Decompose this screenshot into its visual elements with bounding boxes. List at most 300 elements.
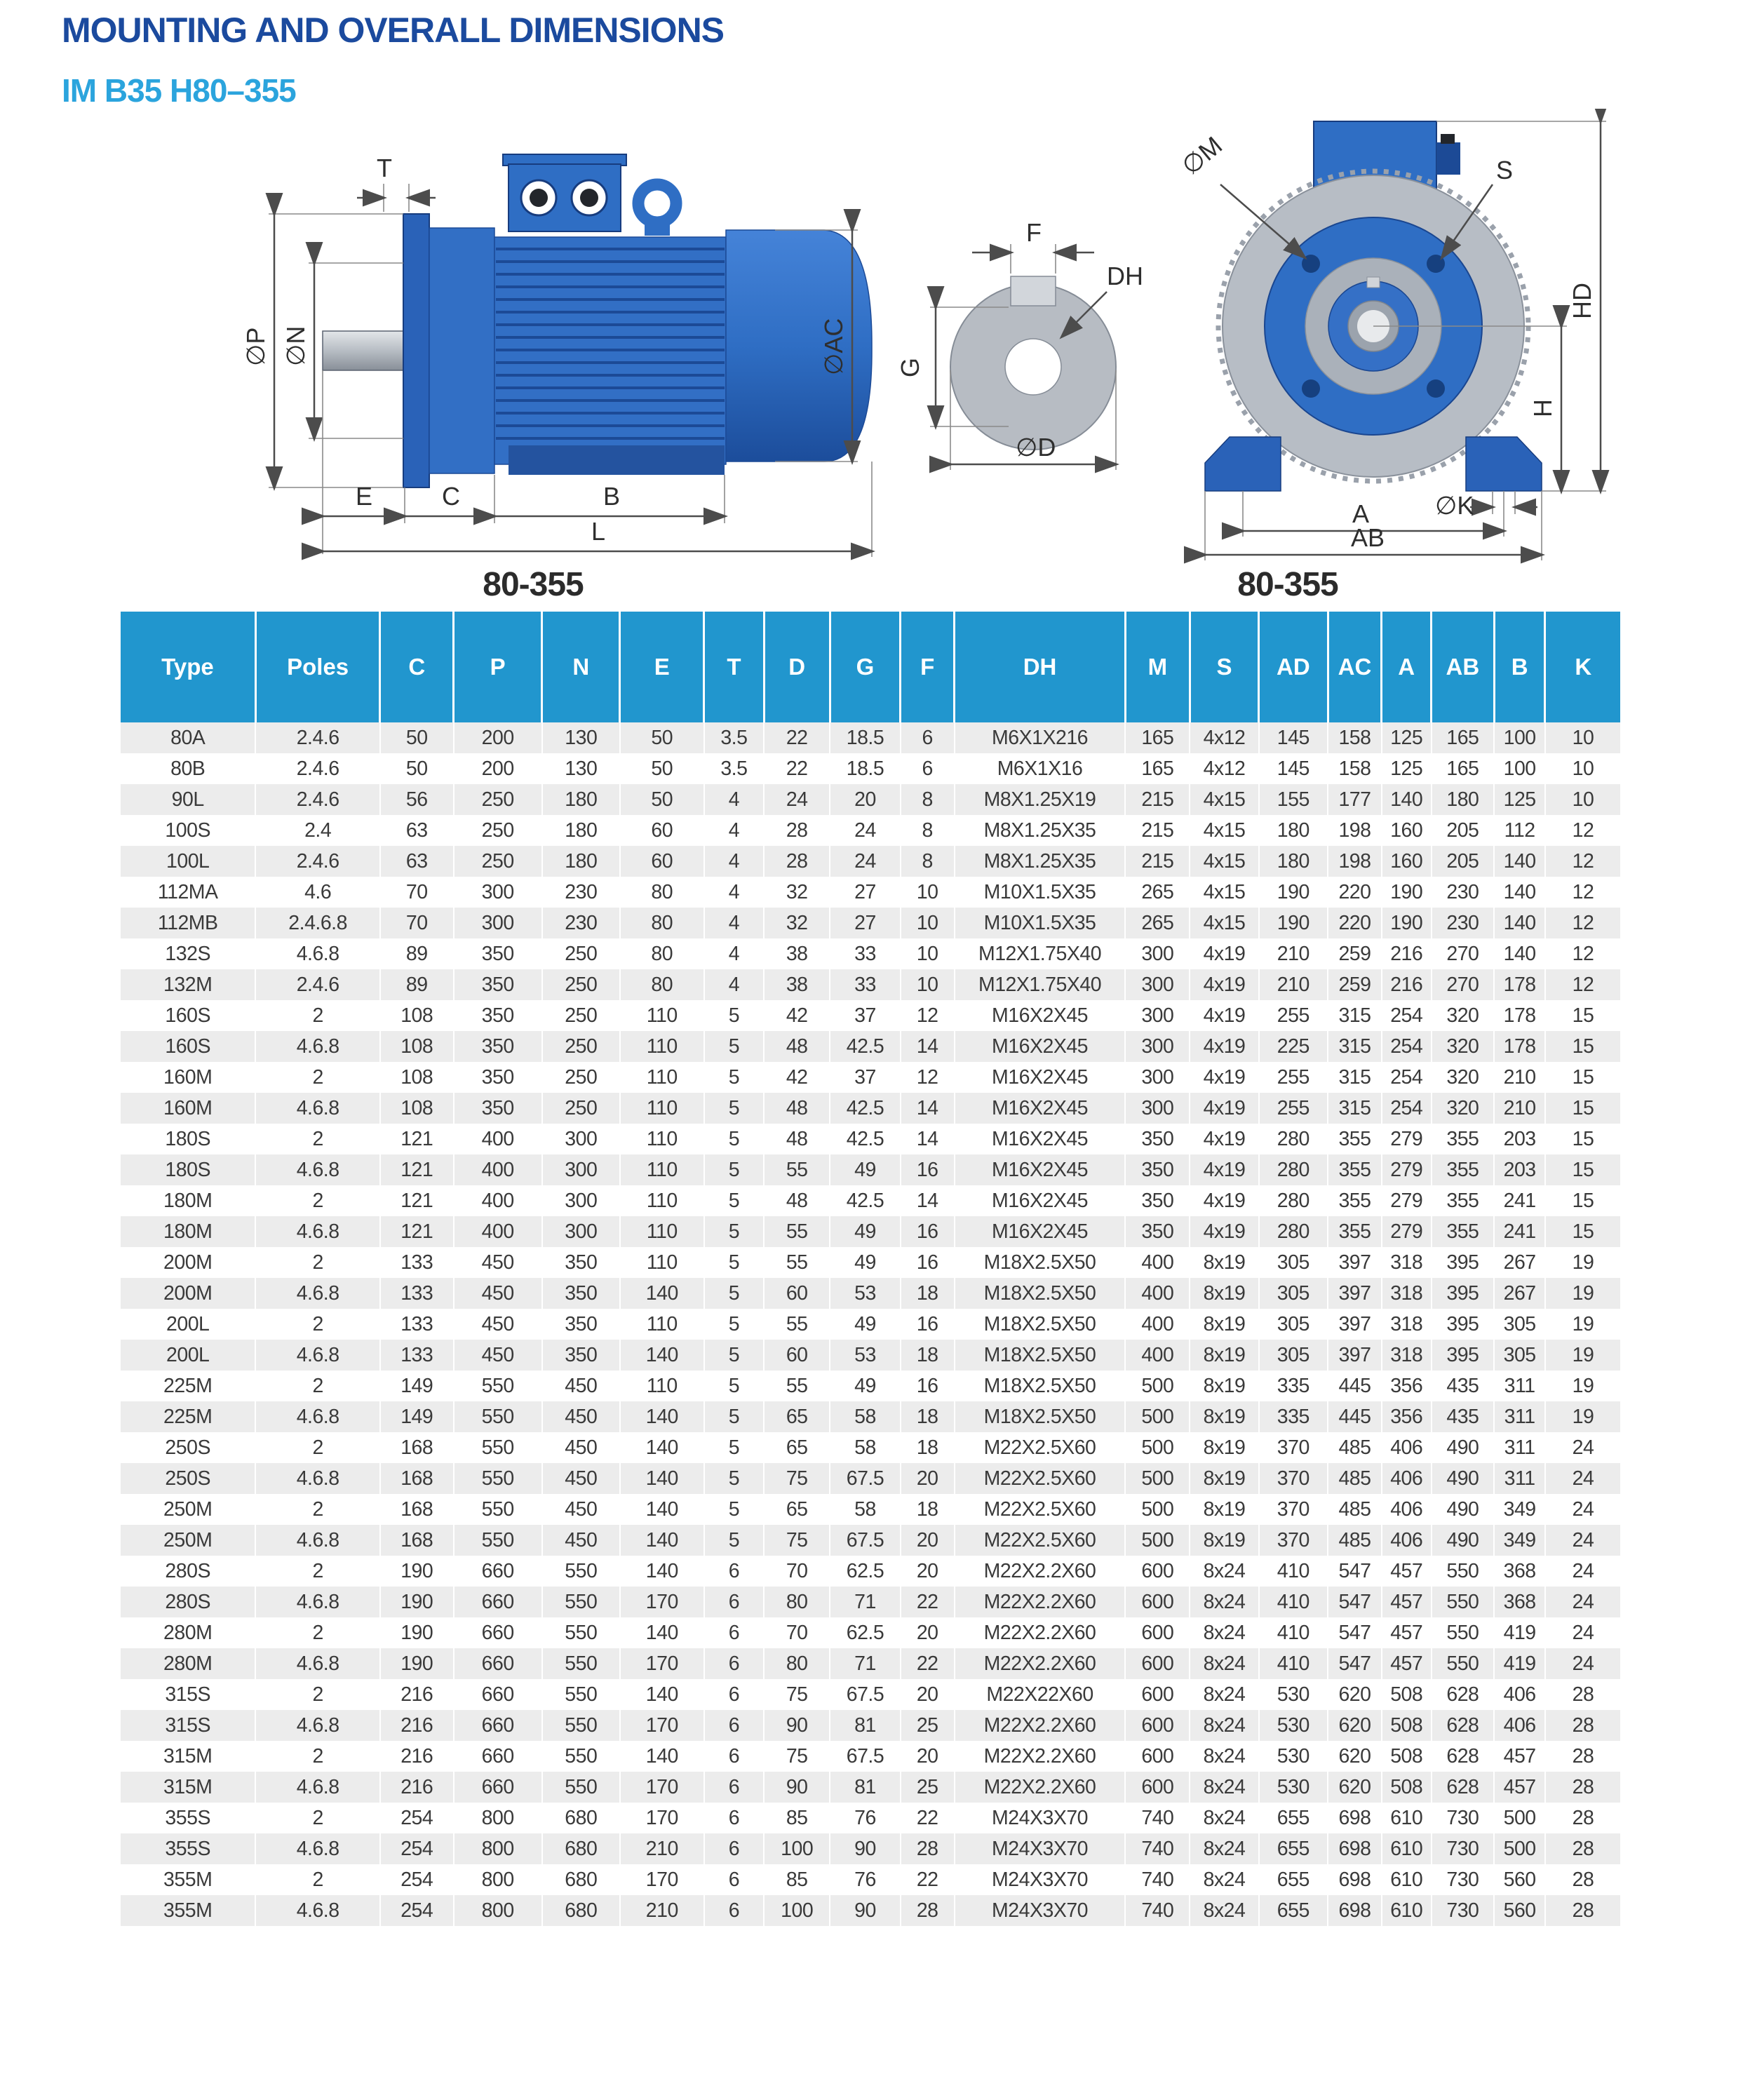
table-cell: 550 — [454, 1463, 542, 1494]
table-cell: 168 — [380, 1432, 454, 1463]
table-cell: 254 — [1382, 1000, 1432, 1031]
table-cell: 8x19 — [1190, 1494, 1258, 1525]
table-cell: 300 — [1125, 1031, 1190, 1062]
table-cell: 18.5 — [830, 753, 900, 784]
table-cell: 350 — [454, 1031, 542, 1062]
table-cell: 508 — [1382, 1741, 1432, 1772]
column-header-dh: DH — [955, 612, 1126, 722]
table-cell: 318 — [1382, 1278, 1432, 1309]
table-cell: 4.6.8 — [255, 1833, 379, 1864]
table-cell: 149 — [380, 1371, 454, 1401]
table-cell: 65 — [764, 1401, 830, 1432]
table-cell: 15 — [1545, 1154, 1620, 1185]
table-cell: 241 — [1494, 1216, 1545, 1247]
table-cell: 4.6.8 — [255, 938, 379, 969]
table-cell: M18X2.5X50 — [955, 1401, 1126, 1432]
table-cell: 6 — [901, 753, 955, 784]
table-cell: 5 — [704, 1401, 765, 1432]
table-cell: 50 — [620, 784, 704, 815]
side-view-caption: 80-355 — [483, 566, 584, 603]
table-cell: 75 — [764, 1741, 830, 1772]
front-view-caption: 80-355 — [1237, 566, 1338, 603]
table-cell: 145 — [1259, 722, 1328, 753]
table-cell: 49 — [830, 1216, 900, 1247]
table-cell: 370 — [1259, 1525, 1328, 1556]
table-cell: 350 — [454, 1062, 542, 1093]
table-cell: 698 — [1328, 1895, 1382, 1926]
table-cell: 110 — [620, 1371, 704, 1401]
table-cell: M6X1X216 — [955, 722, 1126, 753]
table-cell: M16X2X45 — [955, 1124, 1126, 1154]
table-cell: 6 — [704, 1803, 765, 1833]
table-cell: 100 — [1494, 722, 1545, 753]
table-cell: 265 — [1125, 908, 1190, 938]
table-cell: 800 — [454, 1895, 542, 1926]
table-row — [121, 1309, 1620, 1340]
table-cell: 15 — [1545, 1185, 1620, 1216]
table-cell: 4.6 — [255, 877, 379, 908]
table-cell: 5 — [704, 1432, 765, 1463]
table-cell: 335 — [1259, 1371, 1328, 1401]
table-cell: 200 — [454, 753, 542, 784]
table-cell: 165 — [1432, 753, 1495, 784]
table-cell: M22X2.2X60 — [955, 1648, 1126, 1679]
table-cell: 250M — [121, 1494, 255, 1525]
dim-label-G: G — [896, 357, 924, 377]
table-cell: 300 — [454, 877, 542, 908]
table-cell: 20 — [901, 1741, 955, 1772]
table-cell: 190 — [1382, 908, 1432, 938]
table-cell: 149 — [380, 1401, 454, 1432]
table-cell: 38 — [764, 938, 830, 969]
table-row — [121, 1525, 1620, 1556]
table-cell: 42.5 — [830, 1124, 900, 1154]
table-cell: 10 — [1545, 753, 1620, 784]
table-cell: 16 — [901, 1371, 955, 1401]
column-header-d: D — [764, 612, 830, 722]
table-cell: 547 — [1328, 1587, 1382, 1617]
table-cell: 4x19 — [1190, 1154, 1258, 1185]
table-cell: 140 — [1494, 846, 1545, 877]
table-cell: 230 — [542, 908, 620, 938]
table-cell: 4x15 — [1190, 784, 1258, 815]
table-cell: 220 — [1328, 908, 1382, 938]
table-cell: 85 — [764, 1864, 830, 1895]
table-cell: 24 — [1545, 1587, 1620, 1617]
dim-label-AB: AB — [1351, 523, 1385, 552]
table-cell: 485 — [1328, 1432, 1382, 1463]
table-cell: 350 — [454, 938, 542, 969]
table-cell: 508 — [1382, 1679, 1432, 1710]
table-cell: 311 — [1494, 1432, 1545, 1463]
table-cell: M18X2.5X50 — [955, 1340, 1126, 1371]
table-cell: 55 — [764, 1247, 830, 1278]
table-cell: 265 — [1125, 877, 1190, 908]
table-cell: 315S — [121, 1679, 255, 1710]
table-cell: 180 — [1259, 846, 1328, 877]
table-cell: M16X2X45 — [955, 1093, 1126, 1124]
table-cell: 90 — [830, 1895, 900, 1926]
dim-F — [972, 218, 1094, 274]
table-row — [121, 1679, 1620, 1710]
table-cell: 140 — [620, 1679, 704, 1710]
table-cell: 457 — [1382, 1556, 1432, 1587]
table-cell: 550 — [454, 1494, 542, 1525]
table-cell: M22X2.2X60 — [955, 1741, 1126, 1772]
table-cell: 180M — [121, 1216, 255, 1247]
table-cell: 550 — [454, 1401, 542, 1432]
table-cell: 320 — [1432, 1062, 1495, 1093]
table-cell: 350 — [542, 1278, 620, 1309]
table-cell: 355S — [121, 1833, 255, 1864]
table-cell: 19 — [1545, 1371, 1620, 1401]
table-cell: 400 — [1125, 1278, 1190, 1309]
table-cell: 15 — [1545, 1124, 1620, 1154]
table-cell: 410 — [1259, 1648, 1328, 1679]
table-cell: 550 — [1432, 1556, 1495, 1587]
table-cell: 108 — [380, 1062, 454, 1093]
table-cell: M16X2X45 — [955, 1062, 1126, 1093]
table-cell: 730 — [1432, 1864, 1495, 1895]
table-cell: M22X2.2X60 — [955, 1556, 1126, 1587]
table-cell: 2 — [255, 1494, 379, 1525]
table-cell: 12 — [901, 1000, 955, 1031]
table-cell: 550 — [542, 1679, 620, 1710]
table-cell: 300 — [542, 1124, 620, 1154]
table-cell: 8 — [901, 846, 955, 877]
table-cell: 210 — [1259, 969, 1328, 1000]
table-cell: 355M — [121, 1864, 255, 1895]
table-cell: 500 — [1494, 1803, 1545, 1833]
table-cell: 200M — [121, 1247, 255, 1278]
table-cell: 60 — [764, 1278, 830, 1309]
column-header-p: P — [454, 612, 542, 722]
table-cell: 140 — [620, 1340, 704, 1371]
table-cell: 215 — [1125, 784, 1190, 815]
table-cell: 100L — [121, 846, 255, 877]
table-cell: 5 — [704, 1340, 765, 1371]
table-cell: 3.5 — [704, 722, 765, 753]
table-cell: 620 — [1328, 1772, 1382, 1803]
table-cell: 50 — [380, 753, 454, 784]
table-cell: 33 — [830, 969, 900, 1000]
table-cell: 5 — [704, 1031, 765, 1062]
table-cell: 279 — [1382, 1124, 1432, 1154]
table-cell: 71 — [830, 1648, 900, 1679]
table-cell: 19 — [1545, 1278, 1620, 1309]
table-cell: 5 — [704, 1463, 765, 1494]
table-cell: 24 — [1545, 1648, 1620, 1679]
table-cell: 28 — [1545, 1710, 1620, 1741]
table-cell: M16X2X45 — [955, 1031, 1126, 1062]
table-cell: 203 — [1494, 1124, 1545, 1154]
table-cell: 4.6.8 — [255, 1710, 379, 1741]
table-cell: 8x24 — [1190, 1710, 1258, 1741]
table-cell: 65 — [764, 1494, 830, 1525]
table-row — [121, 1741, 1620, 1772]
table-row — [121, 1062, 1620, 1093]
table-cell: 550 — [542, 1587, 620, 1617]
table-cell: 259 — [1328, 938, 1382, 969]
table-cell: 6 — [704, 1895, 765, 1926]
table-cell: 490 — [1432, 1525, 1495, 1556]
column-header-k: K — [1545, 612, 1620, 722]
dimensions-table — [121, 612, 1620, 1926]
table-cell: 112 — [1494, 815, 1545, 846]
table-cell: 450 — [542, 1401, 620, 1432]
table-cell: 655 — [1259, 1864, 1328, 1895]
table-cell: 24 — [1545, 1494, 1620, 1525]
table-cell: 660 — [454, 1710, 542, 1741]
table-cell: 12 — [1545, 908, 1620, 938]
table-cell: 8x19 — [1190, 1340, 1258, 1371]
table-cell: 133 — [380, 1340, 454, 1371]
table-cell: 280M — [121, 1617, 255, 1648]
table-cell: 20 — [901, 1679, 955, 1710]
table-cell: 168 — [380, 1463, 454, 1494]
table-cell: 42.5 — [830, 1093, 900, 1124]
table-cell: 500 — [1125, 1432, 1190, 1463]
table-cell: 628 — [1432, 1741, 1495, 1772]
table-cell: 28 — [1545, 1895, 1620, 1926]
table-cell: 5 — [704, 1371, 765, 1401]
table-cell: 89 — [380, 969, 454, 1000]
table-row — [121, 1401, 1620, 1432]
table-cell: 2.4.6 — [255, 784, 379, 815]
table-row — [121, 877, 1620, 908]
table-cell: 205 — [1432, 846, 1495, 877]
table-row — [121, 1556, 1620, 1587]
table-cell: 24 — [830, 846, 900, 877]
table-cell: 4 — [704, 846, 765, 877]
table-cell: 155 — [1259, 784, 1328, 815]
table-row — [121, 1617, 1620, 1648]
table-cell: 110 — [620, 1000, 704, 1031]
table-cell: 50 — [620, 722, 704, 753]
table-cell: 305 — [1259, 1340, 1328, 1371]
table-cell: 547 — [1328, 1556, 1382, 1587]
table-cell: 457 — [1382, 1617, 1432, 1648]
table-cell: 16 — [901, 1309, 955, 1340]
table-cell: 4.6.8 — [255, 1463, 379, 1494]
table-cell: 160 — [1382, 846, 1432, 877]
table-cell: 4x12 — [1190, 722, 1258, 753]
table-cell: 158 — [1328, 722, 1382, 753]
dim-label-H: H — [1528, 399, 1557, 417]
table-cell: 190 — [380, 1556, 454, 1587]
table-cell: 210 — [1494, 1062, 1545, 1093]
table-cell: 560 — [1494, 1895, 1545, 1926]
table-cell: 200M — [121, 1278, 255, 1309]
table-cell: 216 — [380, 1772, 454, 1803]
table-cell: 250 — [542, 969, 620, 1000]
table-cell: 680 — [542, 1803, 620, 1833]
table-cell: 90L — [121, 784, 255, 815]
table-cell: 550 — [542, 1741, 620, 1772]
table-cell: 14 — [901, 1093, 955, 1124]
table-cell: 610 — [1382, 1895, 1432, 1926]
table-header-row — [121, 612, 1620, 722]
dim-label-F: F — [1026, 218, 1042, 247]
table-cell: 10 — [901, 938, 955, 969]
table-cell: 485 — [1328, 1463, 1382, 1494]
table-row — [121, 969, 1620, 1000]
table-cell: 145 — [1259, 753, 1328, 784]
table-row — [121, 1216, 1620, 1247]
table-cell: 121 — [380, 1216, 454, 1247]
table-cell: 65 — [764, 1432, 830, 1463]
table-cell: 12 — [1545, 846, 1620, 877]
table-cell: 60 — [764, 1340, 830, 1371]
table-cell: 160S — [121, 1031, 255, 1062]
table-cell: 4.6.8 — [255, 1340, 379, 1371]
table-cell: 250S — [121, 1432, 255, 1463]
table-cell: 180 — [542, 815, 620, 846]
table-cell: 2.4.6 — [255, 969, 379, 1000]
table-cell: 220 — [1328, 877, 1382, 908]
table-cell: 241 — [1494, 1185, 1545, 1216]
table-cell: 300 — [1125, 938, 1190, 969]
table-cell: 419 — [1494, 1648, 1545, 1679]
table-cell: 4x19 — [1190, 1185, 1258, 1216]
table-row — [121, 1247, 1620, 1278]
table-cell: 395 — [1432, 1247, 1495, 1278]
column-header-c: C — [380, 612, 454, 722]
table-cell: 140 — [620, 1617, 704, 1648]
table-cell: 4.6.8 — [255, 1031, 379, 1062]
table-cell: 305 — [1259, 1278, 1328, 1309]
column-header-s: S — [1190, 612, 1258, 722]
table-cell: 254 — [1382, 1062, 1432, 1093]
table-cell: 67.5 — [830, 1741, 900, 1772]
table-cell: M18X2.5X50 — [955, 1247, 1126, 1278]
table-cell: 215 — [1125, 846, 1190, 877]
table-cell: 628 — [1432, 1679, 1495, 1710]
table-cell: 140 — [1382, 784, 1432, 815]
table-row — [121, 1864, 1620, 1895]
table-cell: 395 — [1432, 1340, 1495, 1371]
table-cell: 81 — [830, 1772, 900, 1803]
table-cell: 170 — [620, 1648, 704, 1679]
table-row — [121, 1000, 1620, 1031]
table-row — [121, 1031, 1620, 1062]
dim-T — [357, 154, 436, 212]
table-cell: 110 — [620, 1062, 704, 1093]
table-cell: 698 — [1328, 1803, 1382, 1833]
table-cell: 140 — [620, 1463, 704, 1494]
table-cell: 2 — [255, 1679, 379, 1710]
table-cell: 178 — [1494, 1031, 1545, 1062]
table-row — [121, 1340, 1620, 1371]
table-cell: 355 — [1328, 1154, 1382, 1185]
table-cell: 500 — [1125, 1401, 1190, 1432]
table-cell: 18 — [901, 1494, 955, 1525]
table-cell: 4x15 — [1190, 877, 1258, 908]
table-row — [121, 784, 1620, 815]
table-cell: M8X1.25X35 — [955, 815, 1126, 846]
table-cell: 355 — [1432, 1185, 1495, 1216]
table-cell: 406 — [1494, 1710, 1545, 1741]
table-cell: 80 — [620, 938, 704, 969]
table-cell: 42 — [764, 1000, 830, 1031]
table-cell: 560 — [1494, 1864, 1545, 1895]
table-cell: 610 — [1382, 1803, 1432, 1833]
table-cell: 400 — [1125, 1340, 1190, 1371]
table-cell: 280S — [121, 1587, 255, 1617]
table-cell: M22X2.5X60 — [955, 1525, 1126, 1556]
table-cell: 6 — [704, 1587, 765, 1617]
table-cell: 2 — [255, 1185, 379, 1216]
table-cell: 216 — [380, 1679, 454, 1710]
table-cell: 4 — [704, 938, 765, 969]
table-cell: 250 — [542, 938, 620, 969]
dim-label-P: ∅P — [241, 327, 270, 366]
table-cell: 170 — [620, 1587, 704, 1617]
table-cell: 70 — [764, 1556, 830, 1587]
table-cell: 76 — [830, 1803, 900, 1833]
table-cell: 55 — [764, 1154, 830, 1185]
table-cell: 698 — [1328, 1864, 1382, 1895]
table-cell: 19 — [1545, 1340, 1620, 1371]
table-cell: 620 — [1328, 1710, 1382, 1741]
dim-label-N: ∅N — [281, 325, 310, 366]
fan-cover-shape — [726, 230, 872, 462]
table-cell: M22X22X60 — [955, 1679, 1126, 1710]
table-cell: 89 — [380, 938, 454, 969]
table-cell: M22X2.2X60 — [955, 1710, 1126, 1741]
table-cell: M6X1X16 — [955, 753, 1126, 784]
table-cell: 445 — [1328, 1371, 1382, 1401]
table-cell: 6 — [704, 1833, 765, 1864]
table-cell: 125 — [1382, 722, 1432, 753]
table-cell: 177 — [1328, 784, 1382, 815]
table-cell: 20 — [901, 1463, 955, 1494]
table-cell: 655 — [1259, 1833, 1328, 1864]
table-cell: 8 — [901, 815, 955, 846]
table-cell: 305 — [1494, 1340, 1545, 1371]
table-cell: 180 — [542, 784, 620, 815]
table-cell: 660 — [454, 1772, 542, 1803]
table-row — [121, 1772, 1620, 1803]
table-cell: 300 — [542, 1185, 620, 1216]
table-cell: 190 — [380, 1587, 454, 1617]
dim-label-D: ∅D — [1016, 433, 1056, 462]
table-cell: 355S — [121, 1803, 255, 1833]
table-cell: M10X1.5X35 — [955, 908, 1126, 938]
table-cell: 8x19 — [1190, 1401, 1258, 1432]
table-cell: 38 — [764, 969, 830, 1000]
table-cell: 530 — [1259, 1679, 1328, 1710]
table-cell: 300 — [542, 1216, 620, 1247]
table-cell: 356 — [1382, 1371, 1432, 1401]
table-cell: 15 — [1545, 1062, 1620, 1093]
table-cell: M16X2X45 — [955, 1154, 1126, 1185]
table-cell: 255 — [1259, 1000, 1328, 1031]
table-cell: 550 — [1432, 1587, 1495, 1617]
table-cell: 22 — [901, 1803, 955, 1833]
table-cell: 3.5 — [704, 753, 765, 784]
table-cell: 168 — [380, 1494, 454, 1525]
table-cell: 5 — [704, 1124, 765, 1154]
table-cell: 71 — [830, 1587, 900, 1617]
table-cell: 600 — [1125, 1648, 1190, 1679]
table-cell: 600 — [1125, 1772, 1190, 1803]
lifting-eye-shape — [638, 184, 676, 236]
table-cell: 2 — [255, 1617, 379, 1648]
table-cell: 42 — [764, 1062, 830, 1093]
table-cell: 315S — [121, 1710, 255, 1741]
table-cell: 53 — [830, 1278, 900, 1309]
